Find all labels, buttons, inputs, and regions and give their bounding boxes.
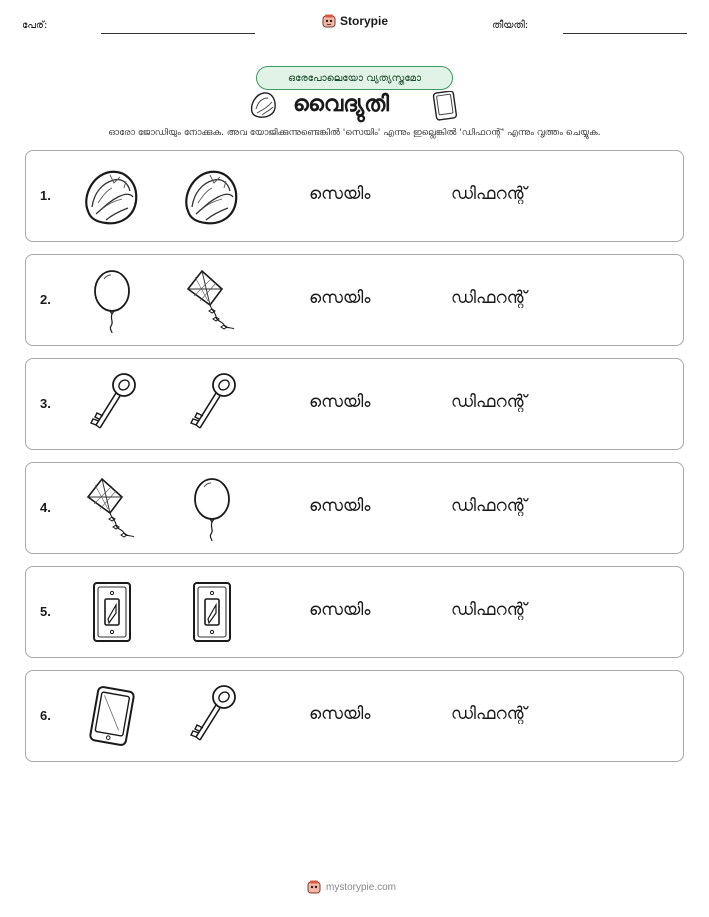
brand [322,14,388,28]
instructions: ഓരോ ജോഡിയും നോക്കുക. അവ യോജിക്കുന്നുണ്ടെങ്കിൽ 'സെയിം' എന്നും ഇല്ലെങ്കിൽ 'ഡിഫറന്റ്' എന്നും വൃത്തം ചെയ്യുക. [108,128,601,138]
question-number: 3. [40,396,51,411]
same-option[interactable]: സെയിം [309,392,371,412]
footer [307,880,396,894]
storypie-logo-icon [307,880,321,894]
brand-name: Storypie [340,14,389,28]
stone-icon [248,90,278,120]
worksheet-type-badge: ഒരേപോലെയോ വ്യത്യസ്തമോ [256,66,453,90]
different-option[interactable]: ഡിഫറന്റ് [451,704,527,724]
question-row-1 [25,150,684,242]
same-option[interactable]: സെയിം [309,704,371,724]
question-row-6 [25,670,684,762]
different-option[interactable]: ഡിഫറന്റ് [451,184,527,204]
page-title: വൈദ്യുതി [293,92,390,117]
same-option[interactable]: സെയിം [309,496,371,516]
same-option[interactable]: സെയിം [309,184,371,204]
same-option[interactable]: സെയിം [309,288,371,308]
tablet-icon [76,681,148,753]
question-number: 4. [40,500,51,515]
balloon-icon [76,265,148,337]
question-number: 2. [40,292,51,307]
different-option[interactable]: ഡിഫറന്റ് [451,392,527,412]
key-icon [176,681,248,753]
key-icon [76,369,148,441]
question-number: 1. [40,188,51,203]
different-option[interactable]: ഡിഫറന്റ് [451,288,527,308]
date-field[interactable] [563,33,687,34]
question-number: 6. [40,708,51,723]
title-row [0,90,709,122]
kite-icon [176,265,248,337]
storypie-logo-icon [322,14,336,28]
question-row-5 [25,566,684,658]
question-number: 5. [40,604,51,619]
different-option[interactable]: ഡിഫറന്റ് [451,600,527,620]
footer-url[interactable]: mystorypie.com [326,881,397,893]
tablet-icon [432,91,458,121]
stone-icon [76,161,148,233]
name-label: പേര്: [22,20,48,31]
light-switch-icon [76,577,148,649]
question-row-3 [25,358,684,450]
question-row-4 [25,462,684,554]
key-icon [176,369,248,441]
light-switch-icon [176,577,248,649]
balloon-icon [176,473,248,545]
kite-icon [76,473,148,545]
stone-icon [176,161,248,233]
same-option[interactable]: സെയിം [309,600,371,620]
name-field[interactable] [101,33,255,34]
different-option[interactable]: ഡിഫറന്റ് [451,496,527,516]
question-row-2 [25,254,684,346]
date-label: തീയതി: [492,20,529,31]
worksheet-header [0,14,709,36]
